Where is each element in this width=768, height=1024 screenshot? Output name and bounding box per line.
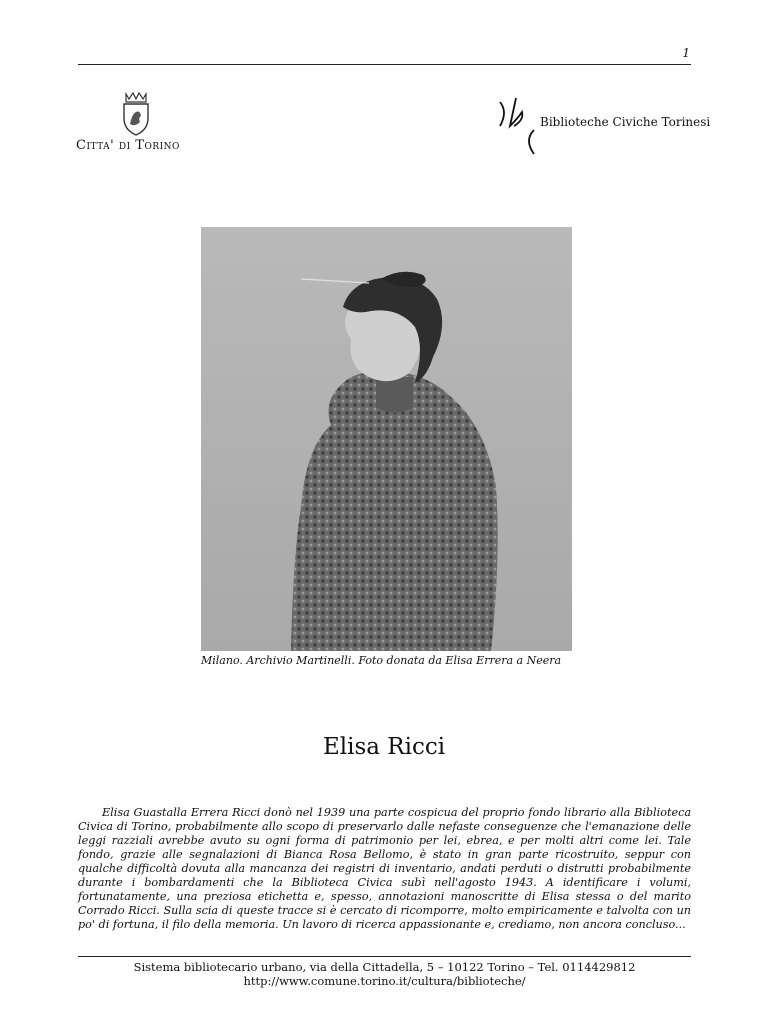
header-rule [78,64,691,65]
page-number: 1 [682,46,690,60]
article-title: Elisa Ricci [322,734,446,760]
bct-monogram-icon [496,96,538,156]
citta-di-torino-wordmark: Citta' di Torino [76,138,180,153]
torino-crest-icon [120,92,152,136]
portrait-illustration [201,227,572,651]
footer-rule [78,956,691,957]
portrait-photo [201,227,572,651]
footer-address: Sistema bibliotecario urbano, via della Cittadella, 5 – 10122 Torino – Tel. 0114429812 [133,960,636,974]
article-body: Elisa Guastalla Errera Ricci donò nel 1939 una parte cospicua del proprio fondo librario alla Biblioteca Civica di Torino, probabilmente allo scopo di preservarlo dalle nefaste conseguenze che l'emanazione delle leggi razziali avrebbe avuto su ogni forma di patrimonio per lei, ebrea, e per molti altri come lei. Tale fondo, grazie alle segnalazioni di Bianca Rosa Bellomo, è stato in gran parte ricostruito, seppur con qualche difficoltà dovuta alla mancanza dei registri di inventario, andati perduti o distrutti probabilmente durante i bombardamenti che la Biblioteca Civica subì nell'agosto 1943. A identificare i volumi, fortunatamente, una preziosa etichetta e, spesso, annotazioni manoscritte di Elisa stessa o del marito Corrado Ricci. Sulla scia di queste tracce si è cercato di ricomporre, molto empiricamente e talvolta con un po' di fortuna, il filo della memoria. Un lavoro di ricerca appassionante e, crediamo, non ancora concluso... [78,806,691,931]
footer [78,960,691,988]
biblioteche-civiche-torinesi-logo [496,96,711,156]
bct-wordmark: Biblioteche Civiche Torinesi [540,115,711,129]
photo-caption: Milano. Archivio Martinelli. Foto donata da Elisa Errera a Neera [201,654,562,667]
footer-url[interactable]: http://www.comune.torino.it/cultura/biblioteche/ [243,974,526,988]
citta-di-torino-logo [76,92,196,162]
